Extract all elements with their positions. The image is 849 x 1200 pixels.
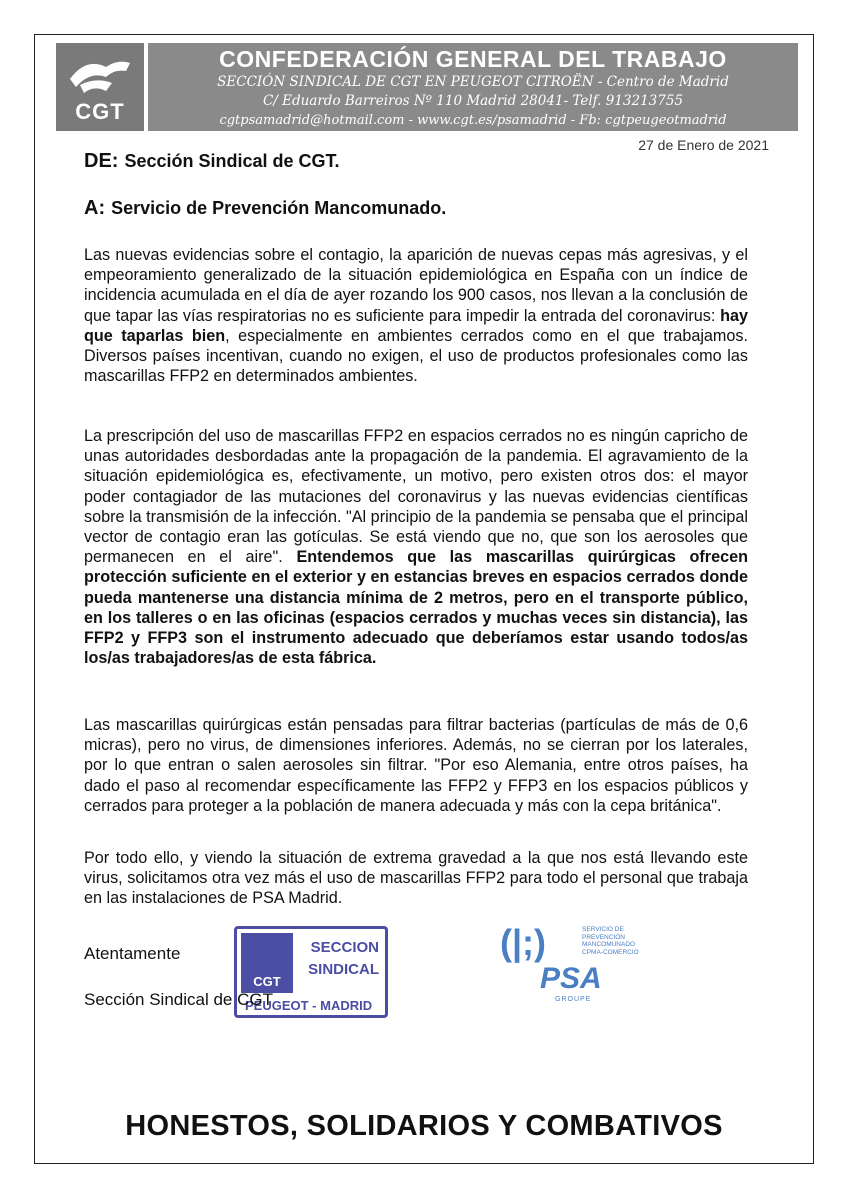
- from-line: [84, 150, 340, 173]
- to-line: [84, 197, 446, 220]
- paragraph-1: [84, 245, 748, 386]
- paragraph-3: Las mascarillas quirúrgicas están pensadas para filtrar bacterias (partículas de más de 0,6 micras), pero no virus, de dimensiones inferiores. Además, no se cierran por los laterales, por lo que entran o salen aerosoles sin filtrar. "Por eso Alemania, entre otros países, ha dado el paso al recomendar específicamente las FFP2 y FFP3 en los espacios públicos y cerrados para proteger a la población de manera adecuada y más con la cepa británica".: [84, 716, 748, 815]
- paragraph-1-text: Las nuevas evidencias sobre el contagio, la aparición de nuevas cepas más agresivas, y el empeoramiento generalizado de la situación epidemiológica en España con un índice de incidencia acumulada en el día de ayer rozando los 900 casos, nos llevan a la conclusión de que tapar las vías respiratorias no es suficiente para impedir la entrada del coronavirus:: [84, 246, 748, 325]
- service-text: SERVICIO DE PREVENCIÓN MANCOMUNADO CPMA-COMERCIO: [582, 926, 639, 956]
- motto: HONESTOS, SOLIDARIOS Y COMBATIVOS: [125, 1110, 723, 1142]
- paragraph-4: Por todo ello, y viendo la situación de extrema gravedad a la que nos está llevando este virus, solicitamos otra vez más el uso de mascarillas FFP2 para todo el personal que trabaja en las instalaciones de PSA Madrid.: [84, 849, 748, 908]
- closing: Atentamente: [84, 944, 181, 963]
- logo-text: CGT: [75, 99, 125, 124]
- signature: Sección Sindical de CGT: [84, 990, 273, 1009]
- service-symbol: (|;): [500, 922, 547, 963]
- psa-logo: PSA: [540, 962, 602, 995]
- to-label: A:: [84, 197, 106, 219]
- cgt-logo: [56, 43, 144, 131]
- stamp-logo: [241, 933, 293, 993]
- psa-groupe-text: GROUPE: [555, 996, 592, 1003]
- from-label: DE:: [84, 150, 119, 172]
- stamp-line-2: SINDICAL: [308, 961, 379, 978]
- paragraph-2-emphasis: Entendemos que las mascarillas quirúrgicas ofrecen protección suficiente en el exterior y en estancias breves en espacios cerrados donde pueda mantenerse una distancia mínima de 2 metros, pero en el transporte público, en los talleres o en las oficinas (espacios cerrados y muchas veces sin distancia), las FFP2 y FFP3 son el instrumento adecuado que deberíamos estar usando todos/as los/as trabajadores/as de esta fábrica.: [84, 548, 748, 668]
- to-value: Servicio de Prevención Mancomunado.: [111, 198, 447, 218]
- stamp-line-1: SECCION: [310, 939, 379, 956]
- letter-date: 27 de Enero de 2021: [638, 137, 769, 153]
- prevention-service-stamp: [500, 922, 650, 1012]
- from-value: Sección Sindical de CGT.: [124, 151, 340, 171]
- paragraph-2-text: La prescripción del uso de mascarillas FFP2 en espacios cerrados no es ningún capricho de unas autoridades desbordadas ante la propagación de la pandemia. El agravamiento de la situación epidemiológica es, efectivamente, un motivo, pero existen otros dos: el mayor poder contagiador de las mutaciones del coronavirus y las nuevas evidencias científicas sobre la transmisión de la infección. "Al principio de la pandemia se pensaba que el principal vector de contagio eran las gotículas. Se está viendo que no, que son los aerosoles que permanecen en el aire".: [84, 427, 748, 567]
- address-line: C/ Eduardo Barreiros Nº 110 Madrid 28041- Telf. 913213755: [262, 93, 684, 109]
- letterhead: [56, 43, 798, 133]
- stamp-line-3: PEUGEOT - MADRID: [245, 998, 373, 1013]
- section-line: SECCIÓN SINDICAL DE CGT EN PEUGEOT CITROËN - Centro de Madrid: [217, 74, 729, 90]
- handshake-icon: [66, 49, 134, 99]
- stamp-logo-text: CGT: [253, 974, 281, 989]
- organization-title: CONFEDERACIÓN GENERAL DEL TRABAJO: [219, 46, 727, 72]
- paragraph-1-end: , especialmente en ambientes cerrados como en el que trabajamos. Diversos países incentivan, cuando no exigen, el uso de productos profesionales como las mascarillas FFP2 en determinados ambientes.: [84, 326, 749, 386]
- paragraph-1-emphasis: hay que taparlas bien: [84, 306, 748, 345]
- header-banner: [148, 43, 798, 131]
- contact-line: cgtpsamadrid@hotmail.com - www.cgt.es/psamadrid - Fb: cgtpeugeotmadrid: [219, 113, 727, 128]
- paragraph-2: [84, 426, 748, 668]
